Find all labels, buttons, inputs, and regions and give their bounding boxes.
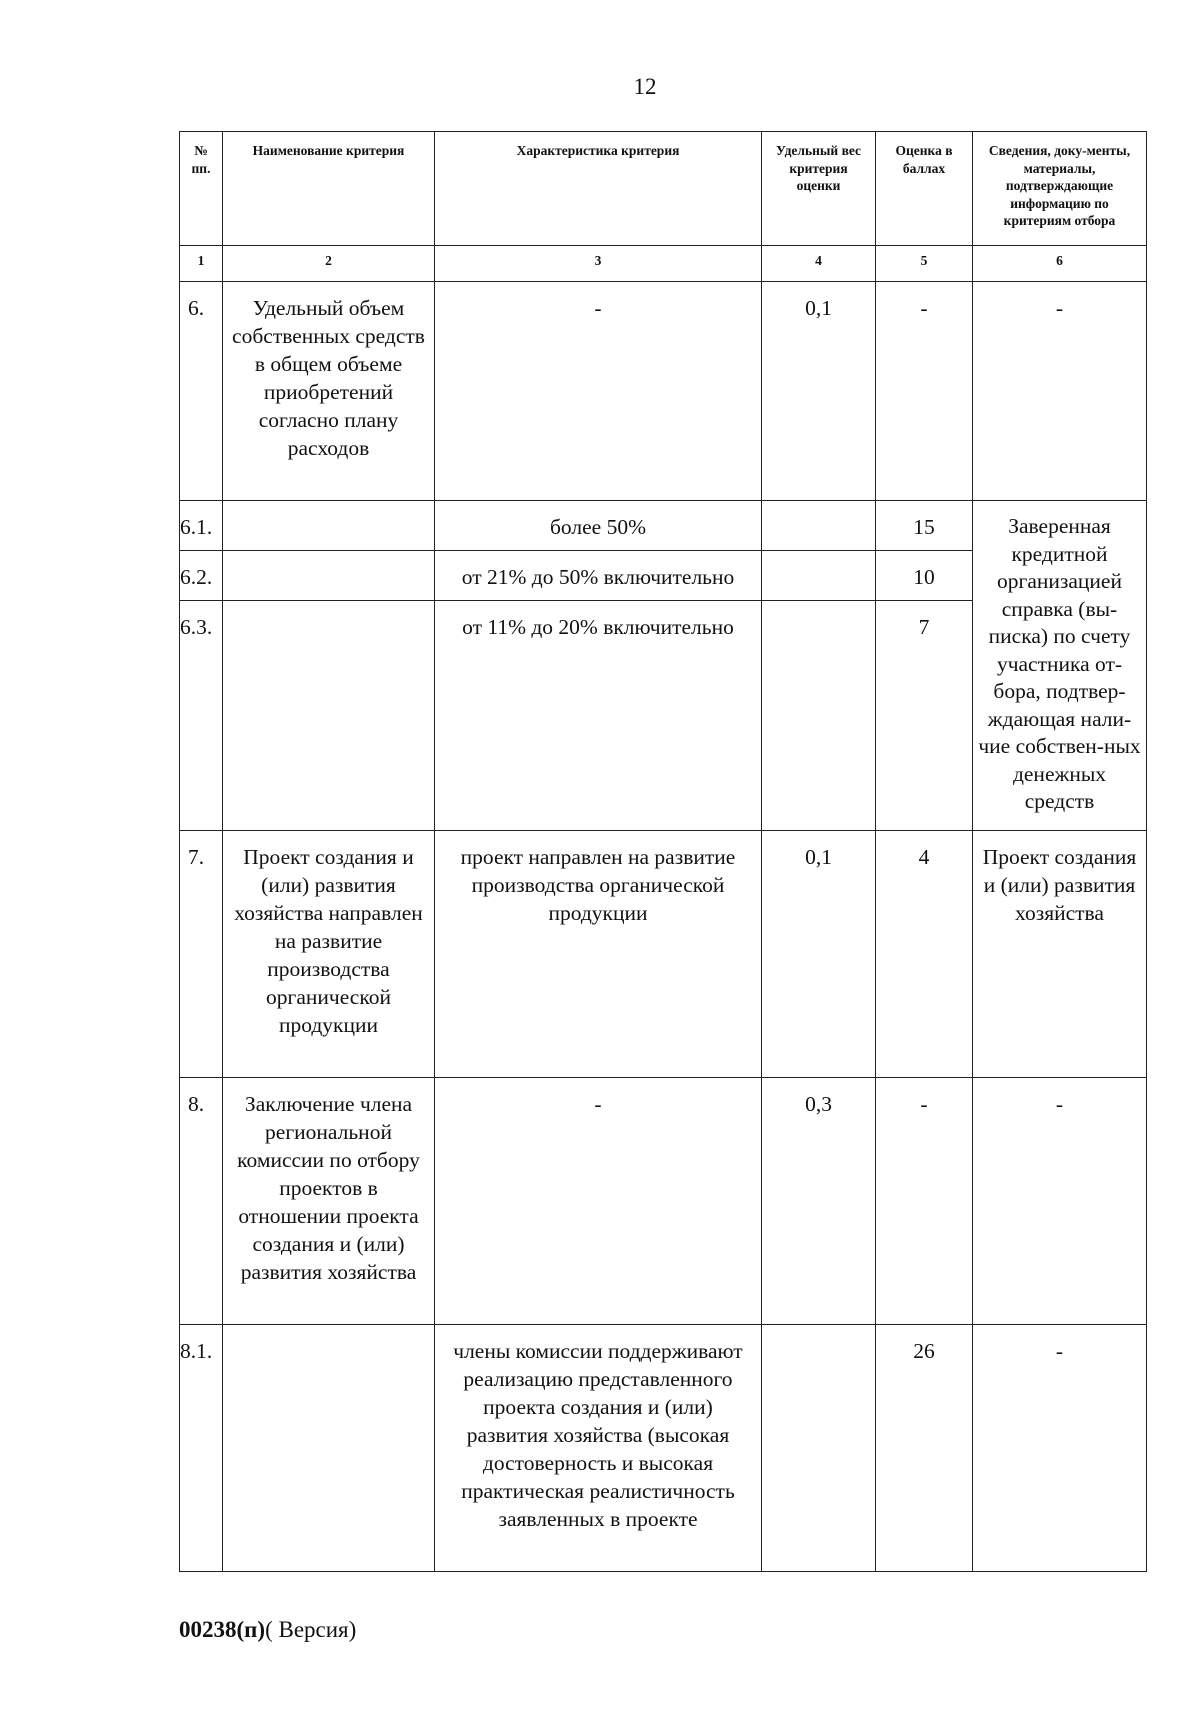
row-number: 6.	[180, 282, 223, 501]
column-number: 2	[223, 246, 435, 282]
header-score: Оценка в баллах	[876, 132, 973, 246]
column-number: 6	[973, 246, 1147, 282]
criterion-weight	[762, 1325, 876, 1572]
criterion-name: Проект создания и (или) развития хозяйства направлен на развитие производства органической продукции	[223, 831, 435, 1078]
header-number: № пп.	[180, 132, 223, 246]
column-number: 1	[180, 246, 223, 282]
criterion-score: 15	[876, 501, 973, 551]
row-number: 6.2.	[180, 551, 223, 601]
row-number: 6.1.	[180, 501, 223, 551]
criterion-weight: 0,1	[762, 282, 876, 501]
criterion-name: Удельный объем собственных средств в общем объеме приобретений согласно плану расходов	[223, 282, 435, 501]
criterion-score: 10	[876, 551, 973, 601]
header-criterion-characteristic: Характеристика критерия	[435, 132, 762, 246]
supporting-documents: -	[973, 1078, 1147, 1325]
criterion-weight	[762, 501, 876, 551]
table-row	[180, 282, 1147, 501]
criterion-score: -	[876, 1078, 973, 1325]
criterion-characteristic: более 50%	[435, 501, 762, 551]
column-numbers-row	[180, 246, 1147, 282]
criterion-characteristic: члены комиссии поддерживают реализацию представленного проекта создания и (или) развития хозяйства (высокая достоверность и высокая практическая реалистичность заявленных в проекте	[435, 1325, 762, 1572]
table-header-row	[180, 132, 1147, 246]
table-row	[180, 1325, 1147, 1572]
supporting-documents: Проект создания и (или) развития хозяйства	[973, 831, 1147, 1078]
criterion-name	[223, 501, 435, 551]
criterion-weight: 0,1	[762, 831, 876, 1078]
criterion-name	[223, 1325, 435, 1572]
column-number: 4	[762, 246, 876, 282]
criterion-weight	[762, 601, 876, 831]
criterion-weight	[762, 551, 876, 601]
page-number: 12	[633, 74, 657, 99]
row-number: 6.3.	[180, 601, 223, 831]
criterion-name	[223, 601, 435, 831]
criterion-name: Заключение члена региональной комиссии по отбору проектов в отношении проекта создания и (или) развития хозяйства	[223, 1078, 435, 1325]
supporting-documents: Заверенная кредитной организацией справка (вы-писка) по счету участника от-бора, подтвер-ждающая нали-чие собствен-ных денежных средств	[973, 501, 1147, 831]
table-row	[180, 501, 1147, 551]
row-number: 8.	[180, 1078, 223, 1325]
table-row	[180, 831, 1147, 1078]
criterion-characteristic: от 21% до 50% включительно	[435, 551, 762, 601]
header-criterion-name: Наименование критерия	[223, 132, 435, 246]
criterion-score: 4	[876, 831, 973, 1078]
criterion-characteristic: -	[435, 282, 762, 501]
header-criterion-weight: Удельный вес критерия оценки	[762, 132, 876, 246]
supporting-documents: -	[973, 1325, 1147, 1572]
supporting-documents: -	[973, 282, 1147, 501]
document-version: ( Версия)	[265, 1617, 357, 1642]
row-number: 8.1.	[180, 1325, 223, 1572]
row-number: 7.	[180, 831, 223, 1078]
criterion-weight: 0,3	[762, 1078, 876, 1325]
header-supporting-documents: Сведения, доку-менты, материалы, подтверждающие информацию по критериям отбора	[973, 132, 1147, 246]
criterion-score: 26	[876, 1325, 973, 1572]
column-number: 3	[435, 246, 762, 282]
criterion-characteristic: от 11% до 20% включительно	[435, 601, 762, 831]
criterion-name	[223, 551, 435, 601]
criteria-table	[179, 131, 1147, 1572]
criterion-score: 7	[876, 601, 973, 831]
column-number: 5	[876, 246, 973, 282]
document-code: 00238(п)	[179, 1617, 266, 1642]
document-footer	[179, 1617, 356, 1643]
criterion-characteristic: -	[435, 1078, 762, 1325]
criterion-characteristic: проект направлен на развитие производства органической продукции	[435, 831, 762, 1078]
table-row	[180, 1078, 1147, 1325]
criterion-score: -	[876, 282, 973, 501]
